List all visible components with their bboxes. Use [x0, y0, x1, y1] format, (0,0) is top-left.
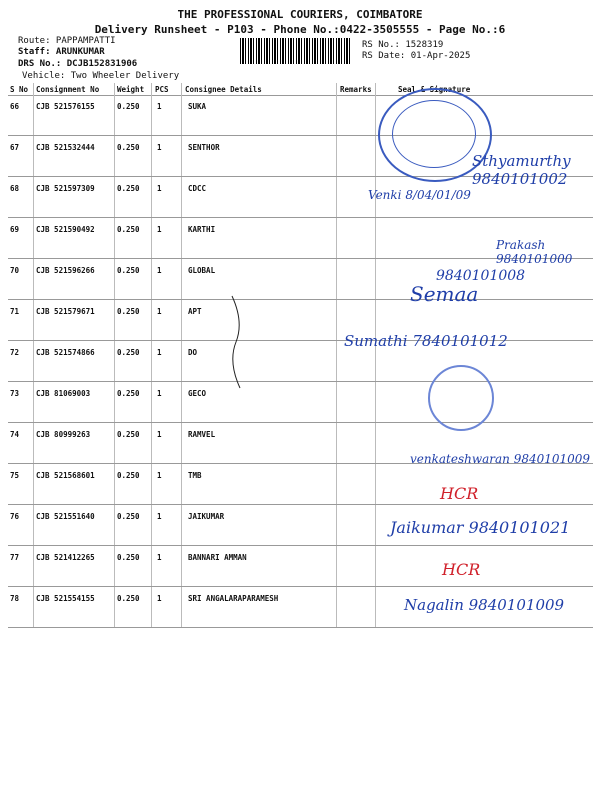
cell-pcs: 1: [157, 389, 162, 398]
cell-consignee: CDCC: [188, 184, 207, 193]
signature-handwriting: HCR: [440, 484, 479, 503]
row-divider: [8, 299, 593, 300]
cell-weight: 0.250: [117, 389, 140, 398]
cell-sno: 71: [10, 307, 20, 316]
cell-weight: 0.250: [117, 553, 140, 562]
cell-sno: 73: [10, 389, 20, 398]
cell-sno: 76: [10, 512, 20, 521]
col-header-consignee: Consignee Details: [185, 85, 262, 94]
cell-sno: 74: [10, 430, 20, 439]
cell-pcs: 1: [157, 143, 162, 152]
cell-sno: 72: [10, 348, 20, 357]
cell-pcs: 1: [157, 512, 162, 521]
cell-consignee: KARTHI: [188, 225, 216, 234]
cell-consignee: SENTHOR: [188, 143, 220, 152]
col-header-weight: Weight: [117, 85, 145, 94]
cell-consignment-no: CJB 521579671: [36, 307, 95, 316]
cell-consignee: DO: [188, 348, 198, 357]
company-title: THE PROFESSIONAL COURIERS, COIMBATORE: [177, 8, 423, 21]
grid-line: [33, 83, 34, 628]
cell-pcs: 1: [157, 553, 162, 562]
signature-handwriting: HCR: [442, 560, 481, 579]
cell-pcs: 1: [157, 266, 162, 275]
row-divider: [8, 135, 593, 136]
cell-consignee: SRI ANGALARAPARAMESH: [188, 594, 279, 603]
cell-consignee: APT: [188, 307, 202, 316]
cell-weight: 0.250: [117, 594, 140, 603]
row-divider: [8, 586, 593, 587]
cell-pcs: 1: [157, 184, 162, 193]
cell-weight: 0.250: [117, 266, 140, 275]
cell-consignment-no: CJB 521590492: [36, 225, 95, 234]
cell-weight: 0.250: [117, 430, 140, 439]
vehicle-label: Vehicle: Two Wheeler Delivery: [22, 71, 180, 81]
barcode: [240, 38, 352, 64]
cell-consignment-no: CJB 81069003: [36, 389, 91, 398]
rs-number: RS No.: 1528319: [362, 40, 444, 50]
cell-consignment-no: CJB 521576155: [36, 102, 95, 111]
cell-sno: 66: [10, 102, 20, 111]
signature-handwriting: venkateshwaran 9840101009: [410, 452, 591, 466]
cell-sno: 77: [10, 553, 20, 562]
signature-handwriting: Nagalin 9840101009: [404, 596, 565, 614]
signature-handwriting: Prakash 9840101000: [496, 238, 573, 266]
cell-weight: 0.250: [117, 307, 140, 316]
grid-line: [114, 83, 115, 628]
cell-pcs: 1: [157, 225, 162, 234]
col-header-seal: Seal & Signature: [398, 85, 471, 94]
grid-line: [151, 83, 152, 628]
cell-consignment-no: CJB 521596266: [36, 266, 95, 275]
staff-label: Staff: ARUNKUMAR: [18, 47, 105, 57]
cell-pcs: 1: [157, 348, 162, 357]
cell-weight: 0.250: [117, 184, 140, 193]
col-header-pcs: PCS: [155, 85, 169, 94]
cell-weight: 0.250: [117, 348, 140, 357]
round-stamp: [428, 365, 494, 431]
grid-line: [375, 83, 376, 628]
cell-consignment-no: CJB 521551640: [36, 512, 95, 521]
cell-pcs: 1: [157, 471, 162, 480]
cell-weight: 0.250: [117, 143, 140, 152]
cell-consignment-no: CJB 80999263: [36, 430, 91, 439]
cell-consignment-no: CJB 521412265: [36, 553, 95, 562]
cell-consignment-no: CJB 521532444: [36, 143, 95, 152]
cell-consignee: TMB: [188, 471, 202, 480]
cell-sno: 70: [10, 266, 20, 275]
cell-weight: 0.250: [117, 512, 140, 521]
seal-stamp-inner-ring: [392, 100, 476, 168]
cell-consignment-no: CJB 521554155: [36, 594, 95, 603]
col-header-sno: S No: [10, 85, 29, 94]
cell-consignee: SUKA: [188, 102, 207, 111]
cell-consignment-no: CJB 521568601: [36, 471, 95, 480]
cell-sno: 68: [10, 184, 20, 193]
cell-consignee: RAMVEL: [188, 430, 216, 439]
pen-scribble: [222, 292, 252, 392]
row-divider: [8, 217, 593, 218]
row-divider: [8, 627, 593, 628]
cell-pcs: 1: [157, 594, 162, 603]
route-label: Route: PAPPAMPATTI: [18, 36, 116, 46]
row-divider: [8, 422, 593, 423]
grid-line: [336, 83, 337, 628]
drs-number: DRS No.: DCJB152831906: [18, 59, 138, 69]
cell-consignment-no: CJB 521597309: [36, 184, 95, 193]
row-divider: [8, 504, 593, 505]
header-divider: [8, 95, 593, 96]
runsheet-subtitle: Delivery Runsheet - P103 - Phone No.:0422-3505555 - Page No.:6: [94, 23, 506, 36]
cell-weight: 0.250: [117, 471, 140, 480]
cell-consignment-no: CJB 521574866: [36, 348, 95, 357]
col-header-remarks: Remarks: [340, 85, 372, 94]
row-divider: [8, 381, 593, 382]
col-header-consignment: Consignment No: [36, 85, 100, 94]
grid-line: [181, 83, 182, 628]
cell-pcs: 1: [157, 307, 162, 316]
cell-sno: 78: [10, 594, 20, 603]
rs-date: RS Date: 01-Apr-2025: [362, 51, 471, 61]
cell-consignee: BANNARI AMMAN: [188, 553, 247, 562]
signature-handwriting: Semaa: [410, 282, 479, 306]
row-divider: [8, 545, 593, 546]
cell-sno: 69: [10, 225, 20, 234]
signature-handwriting: Sthyamurthy 9840101002: [472, 152, 571, 188]
cell-sno: 67: [10, 143, 20, 152]
signature-handwriting: 9840101008: [436, 268, 526, 284]
cell-consignee: GECO: [188, 389, 207, 398]
cell-sno: 75: [10, 471, 20, 480]
cell-weight: 0.250: [117, 225, 140, 234]
signature-handwriting: Venki 8/04/01/09: [368, 188, 471, 202]
signature-handwriting: Jaikumar 9840101021: [390, 518, 571, 537]
cell-weight: 0.250: [117, 102, 140, 111]
cell-consignee: JAIKUMAR: [188, 512, 225, 521]
signature-handwriting: Sumathi 7840101012: [344, 332, 508, 350]
cell-consignee: GLOBAL: [188, 266, 216, 275]
cell-pcs: 1: [157, 102, 162, 111]
cell-pcs: 1: [157, 430, 162, 439]
